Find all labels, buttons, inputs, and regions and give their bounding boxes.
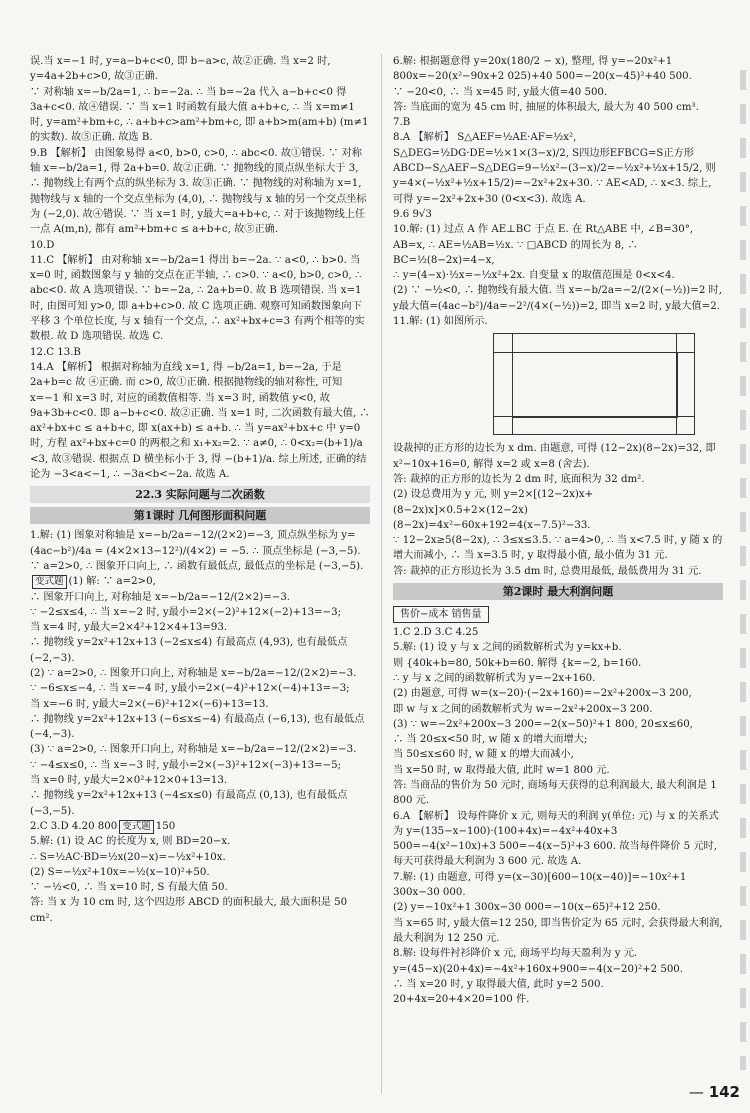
answer-line: 5.解: (1) 设 AC 的长度为 x, 则 BD=20−x. <box>30 836 231 848</box>
page-number: — 142 <box>689 1081 740 1104</box>
answer-line: (2) ∵ −½<0, ∴ 抛物线有最大值. 当 x=−b/2a=−2/(2×(−½))=2 时, <box>393 285 722 297</box>
answer-line: 当 x=0 时, y最大=2×0²+12×0+13=13. <box>30 775 228 787</box>
answer-line: ∵ 12−2x≥5(8−2x), ∴ 3≤x≤3.5. ∵ a=4>0, ∴ 当 x<7.5 时, y 随 x 的增大而减小, ∴ 当 x=3.5 时, y 取得最小值, 最小值为 31 元. <box>393 535 723 562</box>
answer-line: 7.B <box>393 117 411 129</box>
answer-text: (1) 解: ∵ a=2>0, <box>68 576 156 588</box>
answer-line: 答: 裁掉的正方形的边长为 2 dm 时, 底面积为 32 dm². <box>393 473 645 485</box>
answer-line: ∴ 抛物线 y=2x²+12x+13 (−4≤x≤0) 有最高点 (0,13), 也有最低点 (−3,−5). <box>30 790 348 817</box>
answer-line: ∴ 当 x=20 时, y 取得最大值, 此时 y=2 500. 20+4x=20+4×20=100 件. <box>393 978 604 1006</box>
answer-line: 14.A 【解析】 根据对称轴为直线 x=1, 得 −b/2a=1, b=−2a, 于是 2a+b=c 故 ④正确. 而 c>0, 故①正确. 根据抛物线的轴对称性, 可知 x=−1 和 x=3 时, 对应的函数值相等. 当 x=3 时, 函数值 y<0, 故 9a+3b+c<0. 即 a−b+c<0. 故②正确. 当 x=1 时, 二次函数有最大值, ∴ ax²+bx+c ≤ a+b+c, 即 x(ax+b) ≤ a+b. ∴ 当 y=ax²+bx+c 中 y=0 时, 方程 ax²+bx+c=0 的两根之和 x₁+x₂=2. ∵ a≠0, ∴ 0<x₂=(b+1)/a <3, 故③错误. 根据点 D 横坐标小于 3, 得 −(b+1)/a. 综上所述, 正确的结论为 −3<a<−1, ∴ −3a<b<−2a. 故选 A. <box>30 361 370 481</box>
answer-line <box>30 819 370 834</box>
answer-line: 则 {40k+b=80, 50k+b=60. 解得 {k=−2, b=160. <box>393 657 642 669</box>
answer-line: 5.解: (1) 设 y 与 x 之间的函数解析式为 y=kx+b. <box>393 642 622 654</box>
answer-line: ∵ −6≤x≤−4, ∴ 当 x=−4 时, y最小=2×(−4)²+12×(−4)+13=−3; <box>30 683 350 695</box>
answer-line: ∵ −4≤x≤0, ∴ 当 x=−3 时, y最小=2×(−3)²+12×(−3)+13=−5; <box>30 759 342 771</box>
page-edge-marks <box>740 70 746 1070</box>
figure-fold-line <box>676 334 677 434</box>
answer-line: ∴ 当 20≤x<50 时, w 随 x 的增大而增大; <box>393 734 588 746</box>
answer-line: 10.D <box>30 239 55 251</box>
answer-line: (2) S=−½x²+10x=−½(x−10)²+50. <box>30 866 210 878</box>
answer-line: ∴ y=(4−x)·½x=−½x²+2x. 自变量 x 的取值范围是 0<x<4. <box>393 270 675 282</box>
answer-line: (3) ∵ a=2>0, ∴ 图象开口向上, 对称轴是 x=−b/2a=−12/(2×2)=−3. <box>30 744 357 756</box>
answer-line: 即 w 与 x 之间的函数解析式为 w=−2x²+200x−3 200. <box>393 703 653 715</box>
answer-line: 当 x=65 时, y最大值=12 250, 即当售价定为 65 元时, 会获得最大利润, 最大利润为 12 250 元. <box>393 917 723 944</box>
answer-line: ∴ 抛物线 y=2x²+12x+13 (−6≤x≤−4) 有最高点 (−6,13), 也有最低点 (−4,−3). <box>30 713 365 741</box>
answer-line: (2) 设总费用为 y 元, 则 y=2×[(12−2x)x+(8−2x)x]×0.5+2×(12−2x)(8−2x)=4x²−60x+192=4(x−7.5)²−33. <box>393 489 594 531</box>
answer-text: 150 <box>155 820 176 832</box>
answer-line: 答: 当底面的宽为 45 cm 时, 抽屉的体积最大, 最大为 40 500 cm³. <box>393 101 699 113</box>
answer-line: 误.当 x=−1 时, y=a−b+c<0, 即 b−a>c, 故②正确. 当 x=2 时, y=4a+2b+c>0, 故③正确. <box>30 56 331 83</box>
figure-fold-line <box>494 352 694 353</box>
left-column <box>30 54 370 926</box>
section-title: 22.3 实际问题与二次函数 <box>30 486 370 503</box>
variant-tag: 变式题 <box>32 575 67 589</box>
answer-line <box>30 574 370 589</box>
answer-line: 8.解: 设每件衬衫降价 x 元, 商场平均每天盈利为 y 元. <box>393 948 638 960</box>
answer-line: 设裁掉的正方形的边长为 x dm. 由题意, 可得 (12−2x)(8−2x)=32, 即 x²−10x+16=0, 解得 x=2 或 x=8 (舍去). <box>393 443 716 470</box>
answer-line: (2) y=−10x²+1 300x−30 000=−10(x−65)²+12 250. <box>393 902 661 914</box>
answer-line: 8.A 【解析】 S△AEF=½AE·AF=½x², S△DEG=½DG·DE=½×1×(3−x)/2, S四边形EFBCG=S正方形ABCD−S△AEF−S△DEG=9−½x²−(3−x)/2=−½x²+½x+15/2, 则 y=4×(−½x²+½x+15/2)=−2x²+2x+30. ∵ AE<AD, ∴ x<3. 综上, 可得 y=−2x²+2x+30 (0<x<3). 故选 A. <box>393 132 716 205</box>
answer-line: ∴ S=½AC·BD=½x(20−x)=−½x²+10x. <box>30 851 226 863</box>
keyword-box-row <box>393 604 723 625</box>
answer-line: ∴ y 与 x 之间的函数解析式为 y=−2x+160. <box>393 672 596 684</box>
answer-line: ∵ −½<0, ∴ 当 x=10 时, S 有最大值 50. <box>30 882 228 894</box>
answer-lead: 2.C 3.D 4.20 800 <box>30 820 118 832</box>
lesson-title: 第1课时 几何图形面积问题 <box>30 507 370 524</box>
answer-line: (3) ∵ w=−2x²+200x−3 200=−2(x−50)²+1 800, 20≤x≤60, <box>393 718 693 730</box>
answer-line: 7.解: (1) 由题意, 可得 y=(x−30)[600−10(x−40)]=−10x²+1 300x−30 000. <box>393 871 687 899</box>
answer-line: ∴ 抛物线 y=2x²+12x+13 (−2≤x≤4) 有最高点 (4,93), 也有最低点 (−2,−3). <box>30 637 348 664</box>
keyword-box: 售价−成本 销售量 <box>393 606 489 623</box>
box-net-figure <box>493 333 695 435</box>
variant-tag: 变式题 <box>119 820 154 834</box>
answer-line: (2) ∵ a=2>0, ∴ 图象开口向上, 对称轴是 x=−b/2a=−12/(2×2)=−3. <box>30 667 357 679</box>
answer-line: 1.C 2.D 3.C 4.25 <box>393 627 479 639</box>
answer-line: ∵ −20<0, ∴ 当 x=45 时, y最大值=40 500. <box>393 86 608 98</box>
column-divider <box>381 54 382 1094</box>
answer-line: 当 50≤x≤60 时, w 随 x 的增大而减小, <box>393 749 574 761</box>
answer-line: 当 x=−6 时, y最大=2×(−6)²+12×(−6)+13=13. <box>30 698 269 710</box>
answer-line: y最大值=(4ac−b²)/4a=−2²/(4×(−½))=2, 即当 x=2 时, y最大值=2. <box>393 300 720 312</box>
answer-line: ∵ −2≤x≤4, ∴ 当 x=−2 时, y最小=2×(−2)²+12×(−2)+13=−3; <box>30 606 342 618</box>
answer-line: 11.C 【解析】 由对称轴 x=−b/2a=1 得出 b=−2a. ∵ a<0, ∴ b>0. 当 x=0 时, 函数图象与 y 轴的交点在正半轴, ∴ c>0. ∵ a<0, b>0, c>0, ∴ abc<0. 故 A 选项错误. ∵ b=−2a, ∴ 2a+b=0. 故 B 选项错误. 当 x=1 时, 由图可知 y>0, 即 a+b+c>0. 故 C 选项正确. 观察可知函数图象向下平移 3 个单位长度, 与 x 轴有一个交点, ∴ ax²+bx+c=3 有两个相等的实数根. 故 D 选项错误. 故选 C. <box>30 254 365 343</box>
answer-line: 12.C 13.B <box>30 346 81 358</box>
answer-line: 1.解: (1) 图象对称轴是 x=−b/2a=−12/(2×2)=−3, 顶点纵坐标为 y=(4ac−b²)/4a = (4×2×13−12²)/(4×2) = −5. ∴ 顶点坐标是 (−3,−5). ∵ a=2>0, ∴ 图象开口向上, ∴ 函数有最低点, 最低点的坐标是 (−3,−5). <box>30 530 364 572</box>
figure-fold-line <box>512 334 513 434</box>
answer-line: 答: 当商品的售价为 50 元时, 商场每天获得的总利润最大, 最大利润是 1 800 元. <box>393 779 717 807</box>
lesson-title: 第2课时 最大利润问题 <box>393 583 723 600</box>
answer-line: 当 x=4 时, y最大=2×4²+12×4+13=93. <box>30 622 228 634</box>
answer-line: 答: 裁掉的正方形边长为 3.5 dm 时, 总费用最低, 最低费用为 31 元. <box>393 565 702 577</box>
answer-line: 当 x=50 时, w 取得最大值, 此时 w=1 800 元. <box>393 764 610 776</box>
answer-line: ∴ 图象开口向上, 对称轴是 x=−b/2a=−12/(2×2)=−3. <box>30 591 291 603</box>
answer-line: 答: 当 x 为 10 cm 时, 这个四边形 ABCD 的面积最大, 最大面积是 50 cm². <box>30 897 348 924</box>
answer-line: 11.解: (1) 如图所示. <box>393 316 488 328</box>
answer-line: y=(45−x)(20+4x)=−4x²+160x+900=−4(x−20)²+2 500. <box>393 963 684 975</box>
right-column <box>393 54 723 1007</box>
answer-line: 9.6 9√3 <box>393 208 432 220</box>
answer-line: 9.B 【解析】 由图象易得 a<0, b>0, c>0, ∴ abc<0. 故①错误. ∵ 对称轴 x=−b/2a=1, 得 2a+b=0. 故②正确. ∵ 抛物线的顶点纵坐标大于 3, ∴ 抛物线上有两个点的纵坐标为 3. 故③正确. ∵ 抛物线的对称轴为 x=1, 抛物线与 x 轴的一个交点坐标为 (4,0), ∴ 抛物线与 x 轴的另一个交点坐标为 (−2,0). 故④错误. ∵ 当 x=1 时, y最大=a+b+c, ∴ 对于该抛物线上任一点 A(m,n), 都有 am²+bm+c ≤ a+b+c, 故⑤正确. <box>30 147 367 236</box>
answer-line: 6.A 【解析】 设每件降价 x 元, 则每天的利润 y(单位: 元) 与 x 的关系式为 y=(135−x−100)·(100+4x)=−4x²+40x+3 500=−4(x²−10x)+3 500=−4(x−5)²+3 600. 故当每件降价 5 元时, 每天可获得最大利润为 3 600 元. 故选 A. <box>393 810 719 868</box>
answer-line: 6.解: 根据题意得 y=20x(180/2 − x), 整理, 得 y=−20x²+1 800x=−20(x²−90x+2 025)+40 500=−20(x−45)²+40 500. <box>393 56 692 83</box>
answer-line: (2) 由题意, 可得 w=(x−20)·(−2x+160)=−2x²+200x−3 200, <box>393 688 692 700</box>
answer-line: ∵ 对称轴 x=−b/2a=1, ∴ b=−2a. ∴ 当 b=−2a 代入 a−b+c<0 得 3a+c<0. 故④错误. ∵ 当 x=1 时函数有最大值 a+b+c, ∴ 当 x=m≠1 时, y=am²+bm+c, ∴ a+b+c>am²+bm+c, 即 a+b>m(am+b) (m≠1 的实数). 故⑤正确. 故选 B. <box>30 86 369 144</box>
figure-base <box>512 352 678 418</box>
answer-line: 10.解: (1) 过点 A 作 AE⊥BC 于点 E. 在 Rt△ABE 中, ∠B=30°, AB=x, ∴ AE=½AB=½x. ∵ □ABCD 的周长为 8, ∴ BC=½(8−2x)=4−x, <box>393 224 694 266</box>
figure-fold-line <box>494 416 694 417</box>
